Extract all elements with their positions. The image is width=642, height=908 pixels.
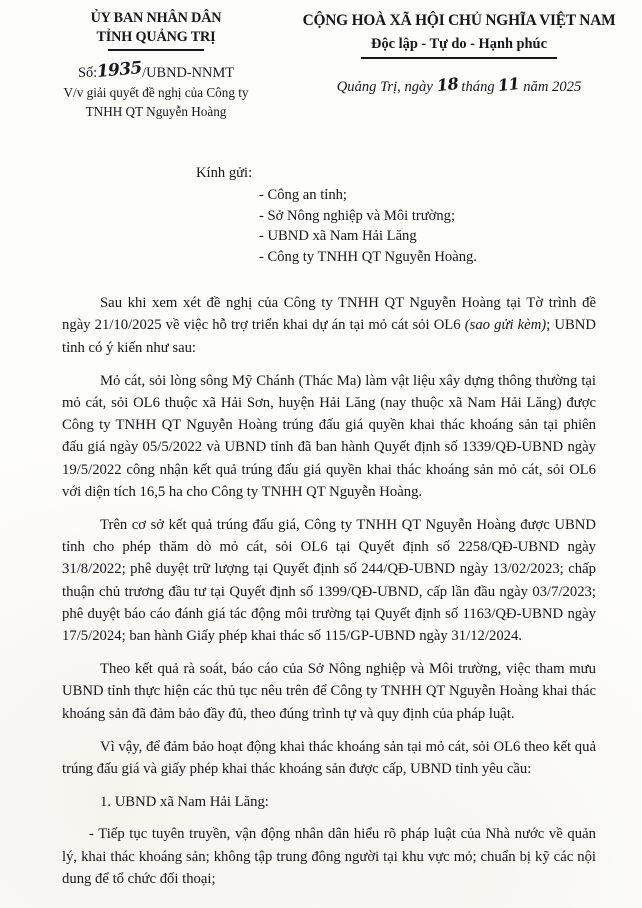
section-1-heading: 1. UBND xã Nam Hải Lăng: xyxy=(100,794,269,811)
body-paragraph-5: Vì vậy, để đảm bảo hoạt động khai thác khoáng sản tại mỏ cát, sỏi OL6 theo kết quả trúng đấu giá và giấy phép khai thác khoáng sản được cấp, UBND tỉnh yêu cầu: xyxy=(62,738,596,777)
body-paragraph-2: Mỏ cát, sỏi lòng sông Mỹ Chánh (Thác Ma) làm vật liệu xây dựng thông thường tại mỏ cát, sỏi OL6 thuộc xã Hải Sơn, huyện Hải Lăng (nay thuộc xã Nam Hải Lăng) được Công ty TNHH QT Nguyễn Hoàng trúng đấu giá quyền khai thác khoáng sản tại phiên đấu giá ngày 05/5/2022 và UBND tỉnh đã ban hành Quyết định số 1339/QĐ-UBND ngày 19/5/2022 công nhận kết quả trúng đấu giá quyền khai thác khoáng sản mỏ cát, sỏi OL6 với diện tích 16,5 ha cho Công ty TNHH QT Nguyễn Hoàng. xyxy=(62,372,596,500)
body-paragraph-3: Trên cơ sở kết quả trúng đấu giá, Công ty TNHH QT Nguyễn Hoàng được UBND tỉnh cho phép thăm dò mỏ cát, sỏi OL6 tại Quyết định số 2258/QĐ-UBND ngày 31/8/2022; phê duyệt trữ lượng tại Quyết định số 244/QĐ-UBND ngày 13/02/2023; chấp thuận chủ trương đầu tư tại Quyết định số 1399/QĐ-UBND, cấp lần đầu ngày 03/7/2023; phê duyệt báo cáo đánh giá tác động môi trường tại Quyết định số 1163/QĐ-UBND ngày 17/5/2024; ban hành Giấy phép khai thác số 115/GP-UBND ngày 31/12/2024. xyxy=(62,516,596,644)
year-value: 2025 xyxy=(552,78,582,95)
document-body xyxy=(0,292,642,890)
body-paragraph-1 xyxy=(62,292,596,359)
month-label: tháng xyxy=(461,78,495,95)
para1-part-b: ; UBND tỉnh có ý kiến như sau: xyxy=(62,317,597,356)
month-handwritten: 11 xyxy=(497,73,521,95)
national-heading-block xyxy=(294,9,624,96)
authority-line-2: TỈNH QUẢNG TRỊ xyxy=(96,29,216,45)
document-number-prefix: Số: xyxy=(77,64,98,81)
issuing-authority-block xyxy=(18,9,294,121)
para1-part-a: Sau khi xem xét đề nghị của Công ty TNHH QT Nguyễn Hoàng tại Tờ trình đề ngày 21/10/2025 về việc hỗ trợ triển khai dự án tại mỏ cát sỏi OL6 xyxy=(62,295,596,334)
motto-underline xyxy=(361,57,557,59)
nation-line: CỘNG HOÀ XÃ HỘI CHỦ NGHĨA VIỆT NAM xyxy=(302,12,616,29)
document-header xyxy=(0,0,642,121)
authority-underline xyxy=(108,49,204,51)
place-date-line xyxy=(294,73,624,96)
recipient-item: - Công ty TNHH QT Nguyễn Hoàng. xyxy=(259,248,477,265)
subject-line-2: TNHH QT Nguyễn Hoàng xyxy=(85,104,227,120)
year-label: năm xyxy=(523,78,549,95)
authority-line-1: ỦY BAN NHÂN DÂN xyxy=(90,10,222,26)
place-date-prefix: Quảng Trị, ngày xyxy=(336,78,433,95)
motto-line: Độc lập - Tự do - Hạnh phúc xyxy=(371,36,547,52)
document-number-suffix: /UBND-NNMT xyxy=(142,64,235,81)
recipients-list xyxy=(196,185,642,267)
document-number-line xyxy=(18,57,294,82)
subject-line-1: V/v giải quyết đề nghị của Công ty xyxy=(63,84,249,100)
body-paragraph-4: Theo kết quả rà soát, báo cáo của Sở Nông nghiệp và Môi trường, việc tham mưu UBND tỉnh thực hiện các thủ tục nêu trên để Công ty TNHH QT Nguyễn Hoàng khai thác khoáng sản đã đảm bảo đầy đủ, theo đúng trình tự và quy định của pháp luật. xyxy=(62,661,596,722)
recipients-title: Kính gửi: xyxy=(196,164,253,181)
recipient-item: - Sở Nông nghiệp và Môi trường; xyxy=(259,207,456,224)
day-handwritten: 18 xyxy=(435,73,459,95)
recipient-item: - UBND xã Nam Hải Lăng xyxy=(259,228,417,245)
recipients-block xyxy=(0,163,642,268)
section-1-bullet-1: - Tiếp tục tuyên truyền, vận động nhân dân hiểu rõ pháp luật của Nhà nước về quản lý, khai thác khoáng sản; không tập trung đông người tại khu vực mỏ; chuẩn bị kỹ các nội dung để tổ chức đối thoại; xyxy=(62,826,596,887)
recipient-item: - Công an tỉnh; xyxy=(259,187,347,204)
para1-attachment-note: (sao gửi kèm) xyxy=(464,317,547,334)
document-number-handwritten: 1935 xyxy=(96,57,143,82)
